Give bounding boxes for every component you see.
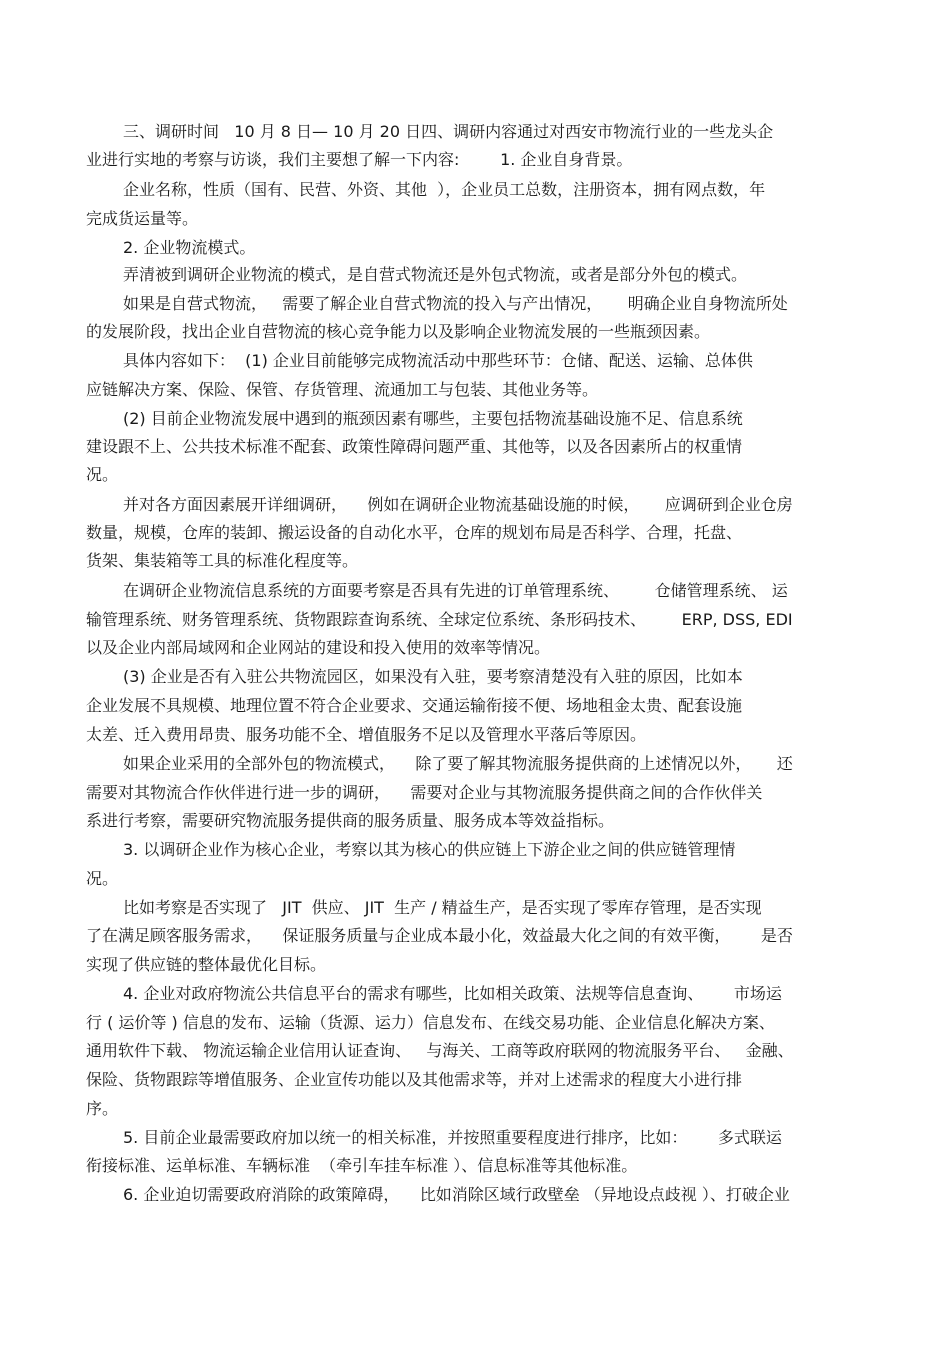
text-line: 数量，规模，仓库的装卸、搬运设备的自动化水平，仓库的规划布局是否科学、合理，托盘、: [86, 523, 743, 542]
text-line: 并对各方面因素展开详细调研， 例如在调研企业物流基础设施的时候， 应调研到企业仓房: [123, 495, 793, 514]
text-line: 况。: [86, 465, 119, 484]
text-line: 如果是自营式物流， 需要了解企业自营式物流的投入与产出情况， 明确企业自身物流所处: [123, 294, 788, 313]
text-line: 如果企业采用的全部外包的物流模式， 除了要了解其物流服务提供商的上述情况以外， 还: [123, 754, 793, 773]
text-line: 比如考察是否实现了 JIT 供应、 JIT 生产 / 精益生产，是否实现了零库存管理，是否实现: [123, 898, 762, 917]
text-line: 弄清被到调研企业物流的模式，是自营式物流还是外包式物流，或者是部分外包的模式。: [123, 265, 748, 284]
text-line: 衔接标准、运单标准、车辆标准 （牵引车挂车标准 ）、信息标准等其他标准。: [86, 1156, 638, 1175]
text-line: 序。: [86, 1099, 119, 1118]
text-line: 建设跟不上、公共技术标准不配套、政策性障碍问题严重、其他等，以及各因素所占的权重情: [86, 437, 743, 456]
text-line: 货架、集装箱等工具的标准化程度等。: [86, 551, 359, 570]
text-line: 在调研企业物流信息系统的方面要考察是否具有先进的订单管理系统、 仓储管理系统、 运: [123, 581, 788, 600]
text-line: 5. 目前企业最需要政府加以统一的相关标准，并按照重要程度进行排序，比如： 多式联运: [123, 1128, 782, 1147]
text-line: 保险、货物跟踪等增值服务、企业宣传功能以及其他需求等，并对上述需求的程度大小进行排: [86, 1070, 743, 1089]
text-line: 的发展阶段，找出企业自营物流的核心竞争能力以及影响企业物流发展的一些瓶颈因素。: [86, 322, 711, 341]
text-line: 应链解决方案、保险、保管、存货管理、流通加工与包装、其他业务等。: [86, 380, 599, 399]
text-line: 企业发展不具规模、地理位置不符合企业要求、交通运输衔接不便、场地租金太贵、配套设施: [86, 696, 743, 715]
text-line: 况。: [86, 869, 119, 888]
text-line: 输管理系统、财务管理系统、货物跟踪查询系统、全球定位系统、条形码技术、 ERP, DSS, EDI: [86, 610, 793, 629]
text-line: 太差、迁入费用昂贵、服务功能不全、增值服务不足以及管理水平落后等原因。: [86, 725, 647, 744]
text-line: 完成货运量等。: [86, 209, 199, 228]
text-line: 具体内容如下： (1) 企业目前能够完成物流活动中那些环节：仓储、配送、运输、总体供: [123, 351, 753, 370]
text-line: 系进行考察，需要研究物流服务提供商的服务质量、服务成本等效益指标。: [86, 811, 615, 830]
text-line: 企业名称，性质（国有、民营、外资、其他 ），企业员工总数，注册资本，拥有网点数，年: [123, 180, 766, 199]
text-line: (3) 企业是否有入驻公共物流园区，如果没有入驻，要考察清楚没有入驻的原因，比如本: [123, 667, 743, 686]
text-line: 需要对其物流合作伙伴进行进一步的调研， 需要对企业与其物流服务提供商之间的合作伙伴关: [86, 783, 763, 802]
text-line: 6. 企业迫切需要政府消除的政策障碍， 比如消除区域行政壁垒 （异地设点歧视 ）、打破企业: [123, 1185, 790, 1204]
text-line: (2) 目前企业物流发展中遇到的瓶颈因素有哪些，主要包括物流基础设施不足、信息系统: [123, 409, 743, 428]
text-line: 业进行实地的考察与访谈，我们主要想了解一下内容: 1. 企业自身背景。: [86, 150, 633, 169]
text-line: 3. 以调研企业作为核心企业，考察以其为核心的供应链上下游企业之间的供应链管理情: [123, 840, 736, 859]
text-line: 行 ( 运价等 ) 信息的发布、运输（货源、运力）信息发布、在线交易功能、企业信息化解决方案、: [86, 1013, 775, 1032]
text-line: 以及企业内部局域网和企业网站的建设和投入使用的效率等情况。: [86, 638, 551, 657]
text-line: 三、调研时间 10 月 8 日— 10 月 20 日四、调研内容通过对西安市物流行业的一些龙头企: [123, 122, 774, 141]
text-line: 4. 企业对政府物流公共信息平台的需求有哪些，比如相关政策、法规等信息查询、 市场运: [123, 984, 782, 1003]
text-line: 通用软件下载、 物流运输企业信用认证查询、 与海关、工商等政府联网的物流服务平台、 金融、: [86, 1041, 794, 1060]
text-line: 实现了供应链的整体最优化目标。: [86, 955, 327, 974]
text-line: 了在满足顾客服务需求， 保证服务质量与企业成本最小化，效益最大化之间的有效平衡， 是否: [86, 926, 793, 945]
text-line: 2. 企业物流模式。: [123, 238, 256, 257]
